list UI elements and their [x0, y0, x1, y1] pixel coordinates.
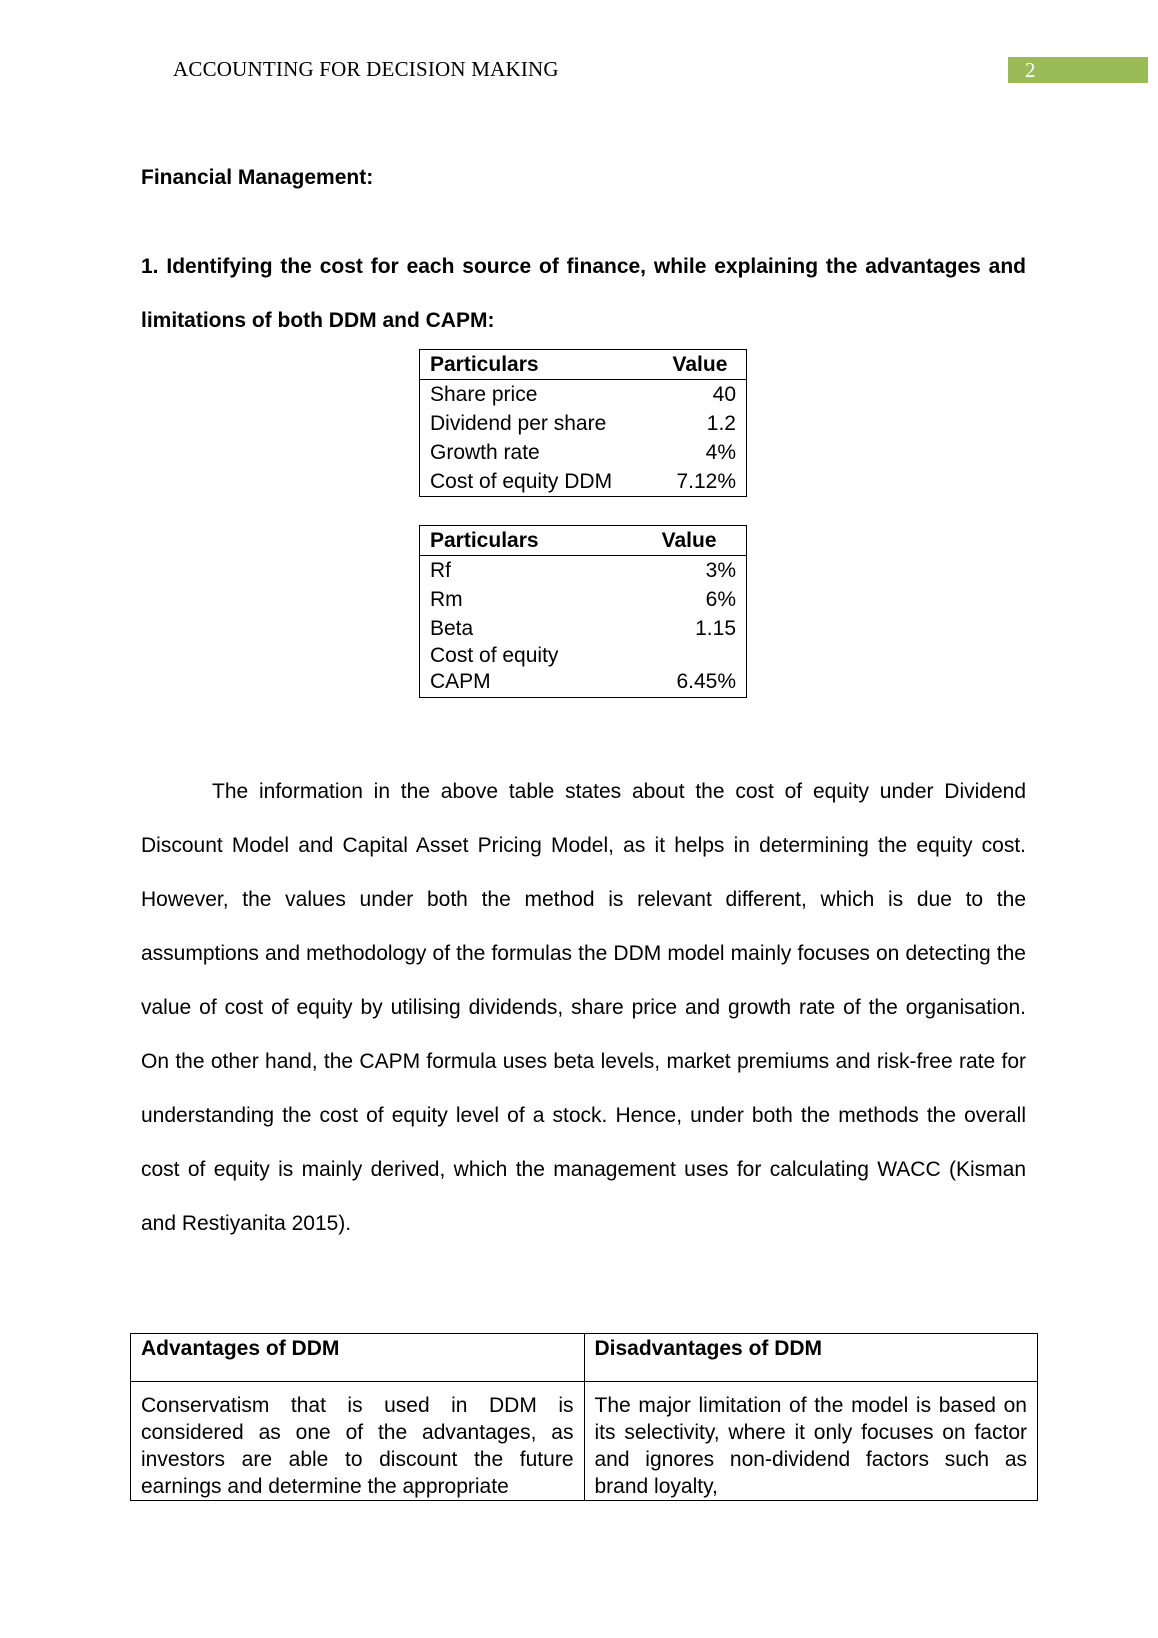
- table-row: [420, 585, 747, 614]
- capm-row-label: [420, 643, 633, 698]
- capm-row-label: Rm: [430, 588, 463, 611]
- ddm-col-particulars: Particulars: [420, 350, 654, 380]
- disadvantages-heading: Disadvantages of DDM: [584, 1334, 1038, 1382]
- capm-last-label-line1: Cost of equity: [430, 644, 559, 667]
- body-paragraph: [141, 765, 1026, 1251]
- advantages-heading: Advantages of DDM: [131, 1334, 585, 1382]
- adv-table-body-row: [131, 1382, 1038, 1501]
- ddm-row-value: 4%: [705, 441, 736, 464]
- table-row: [420, 409, 747, 438]
- capm-row-value: 1.15: [695, 617, 736, 640]
- table-row: [420, 467, 747, 497]
- disadvantages-text: The major limitation of the model is based on its selectivity, where it only focuses on factor and ignores non-dividend factors such as brand loyalty,: [584, 1382, 1038, 1501]
- capm-row-label: Beta: [430, 617, 474, 640]
- table-row: [420, 438, 747, 467]
- section-heading: Financial Management:: [141, 166, 374, 189]
- ddm-row-value: 1.2: [706, 412, 736, 435]
- ddm-row-label: Growth rate: [430, 441, 540, 464]
- advantages-text: Conservatism that is used in DDM is considered as one of the advantages, as investors are able to discount the future earnings and determine the appropriate: [131, 1382, 585, 1501]
- table-row: [420, 614, 747, 643]
- capm-table: [419, 525, 747, 698]
- capm-row-value: 6.45%: [676, 670, 736, 693]
- table-row: [420, 380, 747, 410]
- table-row: [420, 556, 747, 586]
- ddm-row-value: 40: [712, 383, 736, 406]
- question-heading: 1. Identifying the cost for each source of finance, while explaining the advantages and limitations of both DDM and CAPM:: [141, 255, 1026, 332]
- ddm-row-label: Cost of equity DDM: [430, 470, 613, 493]
- capm-col-particulars: Particulars: [420, 526, 633, 556]
- ddm-advantages-table: [130, 1333, 1038, 1501]
- adv-table-header-row: [131, 1334, 1038, 1382]
- capm-last-label-line2: CAPM: [430, 670, 491, 693]
- capm-row-label: Rf: [430, 559, 451, 582]
- ddm-col-value: Value: [654, 350, 747, 380]
- ddm-row-label: Dividend per share: [430, 412, 607, 435]
- capm-row-value: 6%: [705, 588, 736, 611]
- page-number-badge: 2: [1008, 57, 1148, 83]
- ddm-table: [419, 349, 747, 497]
- body-paragraph-text: The information in the above table states about the cost of equity under Dividend Discount Model and Capital Asset Pricing Model, as it helps in determining the equity cost. However, the values under both the method is relevant different, which is due to the assumptions and methodology of the formulas the DDM model mainly focuses on detecting the value of cost of equity by utilising dividends, share price and growth rate of the organisation. On the other hand, the CAPM formula uses beta levels, market premiums and risk-free rate for understanding the cost of equity level of a stock. Hence, under both the methods the overall cost of equity is mainly derived, which the management uses for calculating WACC (Kisman and Restiyanita 2015).: [141, 780, 1026, 1235]
- capm-col-value: Value: [632, 526, 746, 556]
- ddm-row-value: 7.12%: [676, 470, 736, 493]
- capm-row-value: 3%: [705, 559, 736, 582]
- capm-table-header-row: [420, 526, 747, 556]
- running-header-title: ACCOUNTING FOR DECISION MAKING: [173, 57, 559, 81]
- table-row: [420, 643, 747, 698]
- ddm-table-header-row: [420, 350, 747, 380]
- ddm-row-label: Share price: [430, 383, 538, 406]
